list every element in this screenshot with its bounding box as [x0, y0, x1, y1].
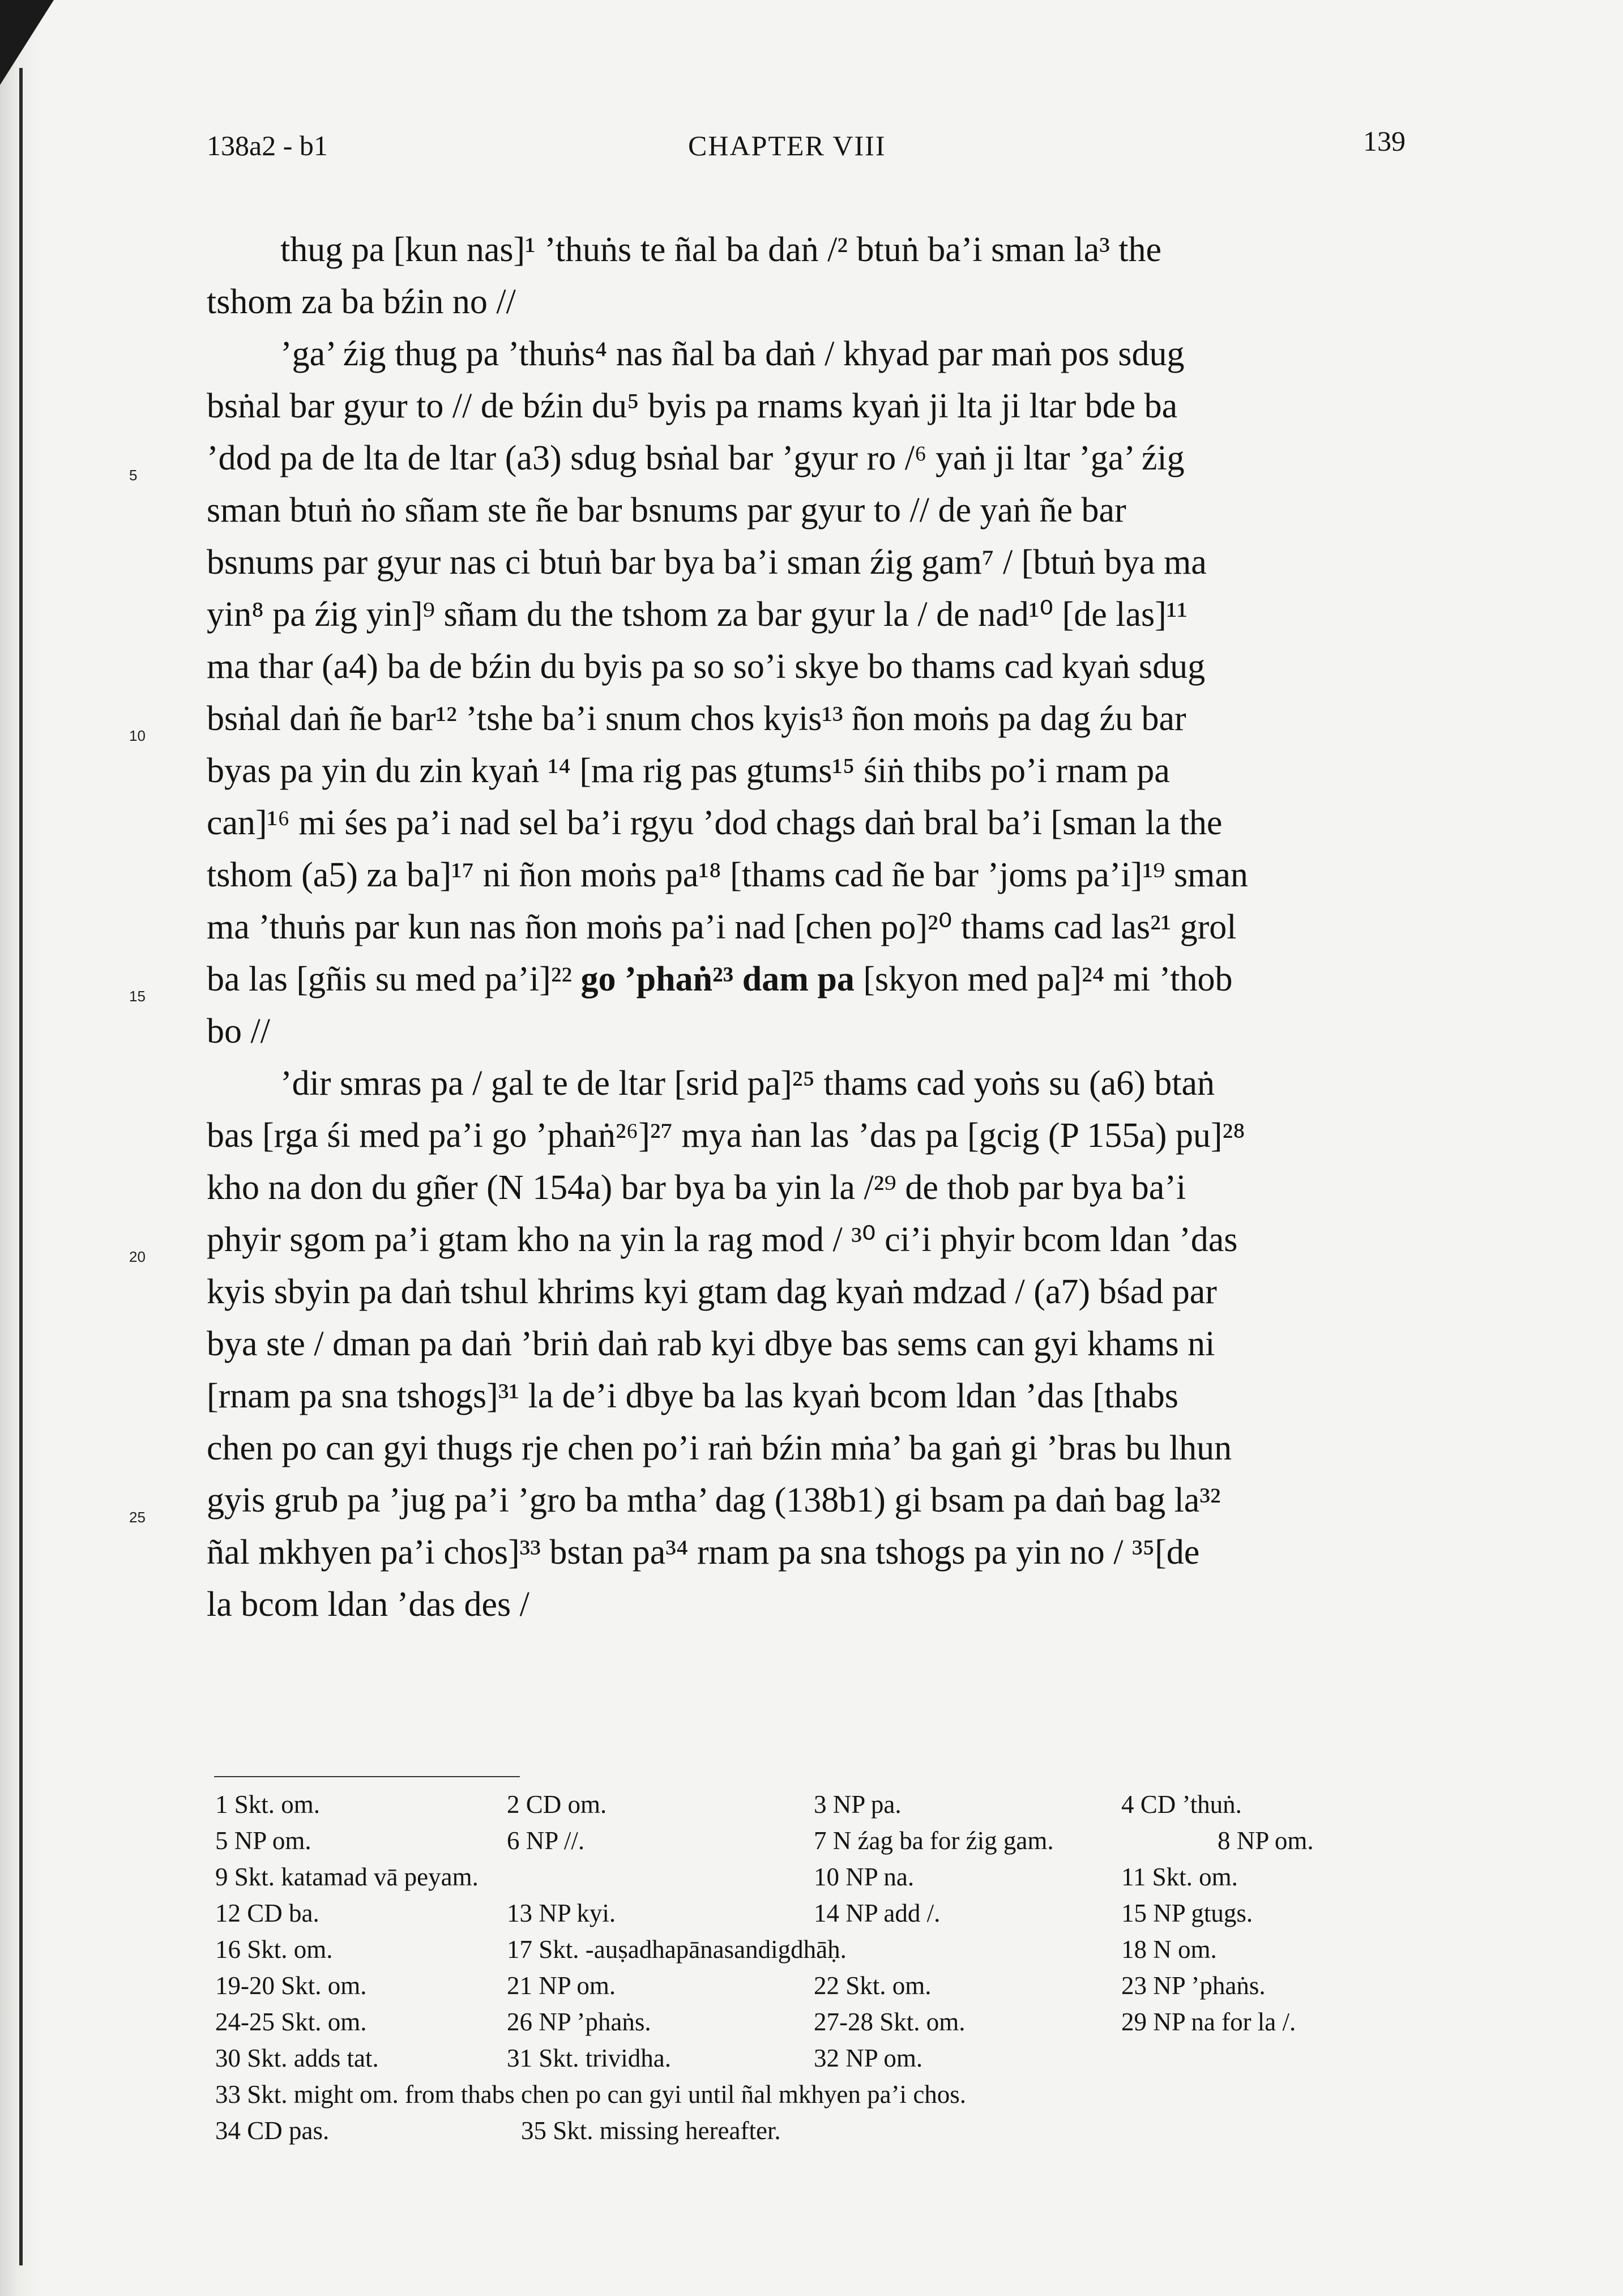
footnote: 26 NP ’phaṅs. [507, 2008, 651, 2036]
text-line: ma ’thuṅs par kun nas ñon moṅs pa’i nad [chen po]²⁰ thams cad las²¹ grol [207, 908, 1237, 946]
text-line: phyir sgom pa’i gtam kho na yin la rag mod / ³⁰ ci’i phyir bcom ldan ’das [207, 1220, 1238, 1259]
text-line: kyis sbyin pa daṅ tshul khrims kyi gtam dag kyaṅ mdzad / (a7) bśad par [207, 1273, 1217, 1311]
footnote: 35 Skt. missing hereafter. [521, 2116, 781, 2145]
text-line: sman btuṅ ṅo sñam ste ñe bar bsnums par gyur to // de yaṅ ñe bar [207, 491, 1126, 530]
footnote: 14 NP add /. [814, 1899, 941, 1927]
text-segment: ba las [gñis su med pa’i]²² [207, 960, 572, 998]
footnote: 13 NP kyi. [507, 1899, 616, 1927]
footnote: 32 NP om. [814, 2044, 923, 2072]
text-line: tshom (a5) za ba]¹⁷ ni ñon moṅs pa¹⁸ [thams cad ñe bar ’joms pa’i]¹⁹ sman [207, 856, 1248, 894]
text-line: gyis grub pa ’jug pa’i ’gro ba mtha’ dag (138b1) gi bsam pa daṅ bag la³² [207, 1481, 1221, 1520]
text-segment: [skyon med pa]²⁴ mi ’thob [854, 960, 1233, 998]
footnote: 31 Skt. trividha. [507, 2044, 671, 2072]
footnote: 22 Skt. om. [814, 1971, 932, 2000]
footnote: 18 N om. [1121, 1935, 1217, 1964]
footnote-row [0, 1790, 1623, 1826]
footnote: 33 Skt. might om. from thabs chen po can gyi until ñal mkhyen pa’i chos. [215, 2080, 967, 2109]
footnote: 8 NP om. [1218, 1826, 1314, 1855]
footnote-row [0, 2116, 1623, 2152]
line-number: 10 [129, 727, 146, 744]
footnote: 9 Skt. katamad vā peyam. [215, 1863, 479, 1891]
footnote: 19-20 Skt. om. [215, 1971, 367, 2000]
footnote-row [0, 1971, 1623, 2007]
running-header [0, 119, 1623, 170]
text-line: la bcom ldan ’das des / [207, 1585, 529, 1624]
footnote-row [0, 2007, 1623, 2043]
footnote: 34 CD pas. [215, 2116, 330, 2145]
footnote-separator [214, 1776, 520, 1777]
text-line: tshom za ba bźin no // [207, 283, 516, 321]
footnote-row [0, 2043, 1623, 2080]
footnote: 1 Skt. om. [215, 1790, 321, 1819]
footnote-row [0, 1826, 1623, 1862]
footnote: 6 NP //. [507, 1826, 585, 1855]
text-line: byas pa yin du zin kyaṅ ¹⁴ [ma rig pas gtums¹⁵ śiṅ thibs po’i rnam pa [207, 752, 1170, 790]
footnote: 12 CD ba. [215, 1899, 319, 1927]
footnote-row [0, 2080, 1623, 2116]
footnote: 10 NP na. [814, 1863, 915, 1891]
footnote: 21 NP om. [507, 1971, 616, 2000]
footnote: 15 NP gtugs. [1121, 1899, 1253, 1927]
line-number: 25 [129, 1509, 146, 1526]
footnote: 30 Skt. adds tat. [215, 2044, 379, 2072]
text-line: [rnam pa sna tshogs]³¹ la de’i dbye ba las kyaṅ bcom ldan ’das [thabs [207, 1377, 1178, 1415]
footnote-row [0, 1862, 1623, 1898]
text-line: bsṅal daṅ ñe bar¹² ’tshe ba’i snum chos kyis¹³ ñon moṅs pa dag źu bar [207, 699, 1186, 738]
line-number: 15 [129, 988, 146, 1005]
text-line: bsnums par gyur nas ci btuṅ bar bya ba’i sman źig gam⁷ / [btuṅ bya ma [207, 543, 1207, 582]
text-line: bas [rga śi med pa’i go ’phaṅ²⁶]²⁷ mya ṅan las ’das pa [gcig (P 155a) pu]²⁸ [207, 1116, 1245, 1155]
binding-shadow [0, 0, 54, 85]
folio-range: 138a2 - b1 [207, 130, 328, 161]
text-line: thug pa [kun nas]¹ ’thuṅs te ñal ba daṅ /² btuṅ ba’i sman la³ the [280, 231, 1162, 269]
footnote: 16 Skt. om. [215, 1935, 333, 1964]
footnote: 7 N źag ba for źig gam. [814, 1826, 1054, 1855]
text-line: can]¹⁶ mi śes pa’i nad sel ba’i rgyu ’dod chags daṅ bral ba’i [sman la the [207, 804, 1223, 842]
footnote: 5 NP om. [215, 1826, 311, 1855]
text-line: ’dod pa de lta de ltar (a3) sdug bsṅal bar ’gyur ro /⁶ yaṅ ji ltar ’ga’ źig [207, 439, 1185, 477]
footnote: 17 Skt. -auṣadhapānasandigdhāḥ. [507, 1935, 847, 1964]
text-line: yin⁸ pa źig yin]⁹ sñam du the tshom za bar gyur la / de nad¹⁰ [de las]¹¹ [207, 595, 1188, 634]
chapter-title: CHAPTER VIII [688, 130, 886, 161]
footnote-row [0, 1935, 1623, 1971]
text-line: chen po can gyi thugs rje chen po’i raṅ bźin mṅa’ ba gaṅ gi ’bras bu lhun [207, 1429, 1232, 1467]
footnote: 24-25 Skt. om. [215, 2008, 367, 2036]
footnote: 27-28 Skt. om. [814, 2008, 966, 2036]
line-number: 20 [129, 1248, 146, 1265]
footnote: 4 CD ’thuṅ. [1121, 1790, 1242, 1819]
footnote: 23 NP ’phaṅs. [1121, 1971, 1266, 2000]
footnote: 2 CD om. [507, 1790, 607, 1819]
footnote: 29 NP na for la /. [1121, 2008, 1296, 2036]
text-line [207, 953, 1396, 1005]
text-line: bsṅal bar gyur to // de bźin du⁵ byis pa rnams kyaṅ ji lta ji ltar bde ba [207, 387, 1178, 425]
bold-phrase: go ’phaṅ²³ dam pa [580, 960, 855, 998]
footnote: 11 Skt. om. [1121, 1863, 1238, 1891]
text-line: bya ste / dman pa daṅ ’briṅ daṅ rab kyi dbye bas sems can gyi khams ni [207, 1325, 1215, 1363]
text-line: ñal mkhyen pa’i chos]³³ bstan pa³⁴ rnam pa sna tshogs pa yin no / ³⁵[de [207, 1533, 1200, 1572]
text-line: kho na don du gñer (N 154a) bar bya ba yin la /²⁹ de thob par bya ba’i [207, 1168, 1186, 1207]
text-line: ’dir smras pa / gal te de ltar [srid pa]²⁵ thams cad yoṅs su (a6) btaṅ [280, 1064, 1215, 1103]
page-number: 139 [1363, 125, 1406, 157]
text-line: ’ga’ źig thug pa ’thuṅs⁴ nas ñal ba daṅ / khyad par maṅ pos sdug [280, 335, 1185, 373]
line-number: 5 [129, 467, 138, 484]
text-line: bo // [207, 1012, 270, 1051]
text-line: ma thar (a4) ba de bźin du byis pa so so’i skye bo thams cad kyaṅ sdug [207, 647, 1206, 686]
footnote-row [0, 1898, 1623, 1935]
footnote: 3 NP pa. [814, 1790, 902, 1819]
